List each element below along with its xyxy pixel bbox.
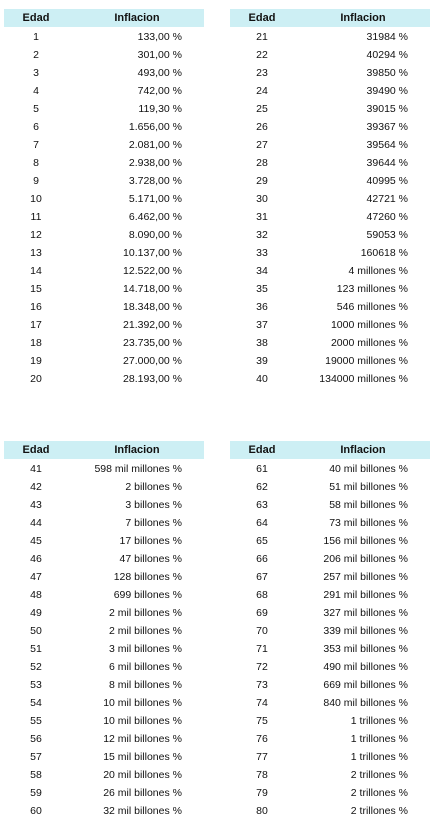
inflation-cell: 156 mil billones % (323, 535, 408, 547)
table-row (230, 748, 430, 766)
table-row (4, 136, 204, 154)
table-row (4, 154, 204, 172)
age-cell: 57 (30, 751, 42, 763)
table-row (4, 118, 204, 136)
age-cell: 15 (30, 283, 42, 295)
table-row (4, 694, 204, 712)
inflation-cell: 2 mil billones % (109, 607, 182, 619)
age-cell: 40 (256, 373, 268, 385)
table-row (4, 100, 204, 118)
inflation-cell: 490 mil billones % (323, 661, 408, 673)
inflation-cell: 2 billones % (125, 481, 182, 493)
table-row (4, 460, 204, 478)
age-cell: 51 (30, 643, 42, 655)
age-cell: 10 (30, 193, 42, 205)
inflation-cell: 15 mil billones % (103, 751, 182, 763)
inflation-cell: 4 millones % (348, 265, 408, 277)
table-row (230, 802, 430, 820)
age-cell: 46 (30, 553, 42, 565)
table-row (4, 676, 204, 694)
age-cell: 4 (33, 85, 39, 97)
table-row (230, 82, 430, 100)
age-cell: 27 (256, 139, 268, 151)
age-cell: 60 (30, 805, 42, 817)
table-row (230, 46, 430, 64)
inflation-cell: 39564 % (366, 139, 408, 151)
table-body (230, 459, 430, 820)
inflation-cell: 339 mil billones % (323, 625, 408, 637)
table-row (4, 568, 204, 586)
inflation-cell: 40 mil billones % (329, 463, 408, 475)
table-row (230, 568, 430, 586)
age-cell: 2 (33, 49, 39, 61)
table-row (230, 730, 430, 748)
inflation-cell: 8 mil billones % (109, 679, 182, 691)
table-row (4, 496, 204, 514)
inflation-cell: 134000 millones % (319, 373, 408, 385)
header-age: Edad (22, 444, 50, 456)
inflation-cell: 3 billones % (125, 499, 182, 511)
table-row (230, 136, 430, 154)
inflation-cell: 42721 % (366, 193, 408, 205)
age-cell: 38 (256, 337, 268, 349)
inflation-cell: 1.656,00 % (128, 121, 182, 133)
table-header (230, 9, 430, 27)
table-row (4, 316, 204, 334)
table-row (230, 712, 430, 730)
age-cell: 79 (256, 787, 268, 799)
inflation-cell: 31984 % (366, 31, 408, 43)
table-row (230, 64, 430, 82)
header-inflation: Inflacion (340, 12, 386, 24)
table-row (230, 298, 430, 316)
table-row (4, 550, 204, 568)
table-row (4, 784, 204, 802)
table-row (230, 694, 430, 712)
inflation-cell: 39490 % (366, 85, 408, 97)
table-row (4, 370, 204, 388)
age-cell: 36 (256, 301, 268, 313)
age-cell: 31 (256, 211, 268, 223)
inflation-cell: 14.718,00 % (123, 283, 182, 295)
age-cell: 28 (256, 157, 268, 169)
inflation-cell: 699 billones % (113, 589, 182, 601)
table-row (4, 640, 204, 658)
table-row (230, 244, 430, 262)
table-row (230, 190, 430, 208)
inflation-cell: 206 mil billones % (323, 553, 408, 565)
age-cell: 67 (256, 571, 268, 583)
table-row (4, 730, 204, 748)
inflation-cell: 2.081,00 % (128, 139, 182, 151)
table-row (4, 748, 204, 766)
age-cell: 73 (256, 679, 268, 691)
inflation-cell: 128 billones % (113, 571, 182, 583)
table-row (230, 316, 430, 334)
table-header (4, 441, 204, 459)
table-header (4, 9, 204, 27)
age-cell: 37 (256, 319, 268, 331)
table-row (4, 226, 204, 244)
header-inflation: Inflacion (114, 444, 160, 456)
table-row (230, 676, 430, 694)
age-cell: 16 (30, 301, 42, 313)
age-cell: 8 (33, 157, 39, 169)
age-cell: 43 (30, 499, 42, 511)
table-row (230, 334, 430, 352)
age-cell: 49 (30, 607, 42, 619)
table-row (230, 514, 430, 532)
table-row (4, 298, 204, 316)
table-row (4, 64, 204, 82)
header-inflation: Inflacion (340, 444, 386, 456)
table-row (230, 604, 430, 622)
inflation-cell: 1 trillones % (350, 715, 408, 727)
inflation-cell: 18.348,00 % (123, 301, 182, 313)
age-cell: 33 (256, 247, 268, 259)
inflation-table-ages-61-80 (230, 441, 430, 820)
inflation-cell: 2 mil billones % (109, 625, 182, 637)
age-cell: 5 (33, 103, 39, 115)
table-row (230, 208, 430, 226)
age-cell: 53 (30, 679, 42, 691)
inflation-cell: 160618 % (360, 247, 408, 259)
age-cell: 44 (30, 517, 42, 529)
table-row (4, 514, 204, 532)
table-row (4, 190, 204, 208)
age-cell: 29 (256, 175, 268, 187)
inflation-cell: 546 millones % (336, 301, 408, 313)
inflation-cell: 59053 % (366, 229, 408, 241)
table-row (4, 352, 204, 370)
inflation-cell: 291 mil billones % (323, 589, 408, 601)
inflation-cell: 6 mil billones % (109, 661, 182, 673)
age-cell: 52 (30, 661, 42, 673)
table-row (230, 784, 430, 802)
inflation-cell: 40995 % (366, 175, 408, 187)
inflation-cell: 3.728,00 % (128, 175, 182, 187)
age-cell: 21 (256, 31, 268, 43)
age-cell: 71 (256, 643, 268, 655)
table-row (230, 478, 430, 496)
table-row (230, 28, 430, 46)
age-cell: 19 (30, 355, 42, 367)
inflation-cell: 73 mil billones % (329, 517, 408, 529)
table-row (4, 712, 204, 730)
table-row (4, 658, 204, 676)
header-age: Edad (22, 12, 50, 24)
table-row (4, 478, 204, 496)
table-row (4, 586, 204, 604)
table-body (230, 27, 430, 388)
inflation-cell: 2 trillones % (350, 805, 408, 817)
table-row (230, 658, 430, 676)
inflation-cell: 39850 % (366, 67, 408, 79)
inflation-cell: 40294 % (366, 49, 408, 61)
age-cell: 3 (33, 67, 39, 79)
age-cell: 80 (256, 805, 268, 817)
table-row (230, 226, 430, 244)
age-cell: 14 (30, 265, 42, 277)
table-row (230, 280, 430, 298)
age-cell: 7 (33, 139, 39, 151)
inflation-table-ages-1-20 (4, 9, 204, 388)
age-cell: 59 (30, 787, 42, 799)
age-cell: 41 (30, 463, 42, 475)
inflation-cell: 598 mil millones % (94, 463, 182, 475)
inflation-cell: 1 trillones % (350, 733, 408, 745)
age-cell: 61 (256, 463, 268, 475)
header-inflation: Inflacion (114, 12, 160, 24)
age-cell: 69 (256, 607, 268, 619)
table-body (4, 459, 204, 820)
inflation-cell: 2 trillones % (350, 769, 408, 781)
inflation-cell: 10 mil billones % (103, 715, 182, 727)
table-row (230, 640, 430, 658)
inflation-cell: 51 mil billones % (329, 481, 408, 493)
table-row (230, 586, 430, 604)
age-cell: 22 (256, 49, 268, 61)
inflation-cell: 840 mil billones % (323, 697, 408, 709)
header-age: Edad (248, 444, 276, 456)
age-cell: 23 (256, 67, 268, 79)
table-row (4, 280, 204, 298)
age-cell: 65 (256, 535, 268, 547)
inflation-cell: 10.137,00 % (123, 247, 182, 259)
age-cell: 12 (30, 229, 42, 241)
table-row (230, 262, 430, 280)
inflation-cell: 6.462,00 % (128, 211, 182, 223)
age-cell: 17 (30, 319, 42, 331)
age-cell: 1 (33, 31, 39, 43)
age-cell: 26 (256, 121, 268, 133)
inflation-cell: 19000 millones % (325, 355, 408, 367)
inflation-cell: 20 mil billones % (103, 769, 182, 781)
table-row (4, 802, 204, 820)
inflation-cell: 23.735,00 % (123, 337, 182, 349)
age-cell: 72 (256, 661, 268, 673)
age-cell: 13 (30, 247, 42, 259)
inflation-cell: 301,00 % (137, 49, 182, 61)
age-cell: 25 (256, 103, 268, 115)
inflation-cell: 10 mil billones % (103, 697, 182, 709)
table-row (230, 172, 430, 190)
inflation-cell: 12.522,00 % (123, 265, 182, 277)
inflation-cell: 1000 millones % (330, 319, 408, 331)
age-cell: 56 (30, 733, 42, 745)
inflation-cell: 12 mil billones % (103, 733, 182, 745)
header-age: Edad (248, 12, 276, 24)
table-row (230, 460, 430, 478)
inflation-cell: 28.193,00 % (123, 373, 182, 385)
inflation-cell: 47260 % (366, 211, 408, 223)
inflation-cell: 39367 % (366, 121, 408, 133)
inflation-cell: 2000 millones % (330, 337, 408, 349)
table-row (4, 622, 204, 640)
age-cell: 47 (30, 571, 42, 583)
age-cell: 39 (256, 355, 268, 367)
age-cell: 66 (256, 553, 268, 565)
table-row (230, 370, 430, 388)
age-cell: 48 (30, 589, 42, 601)
inflation-cell: 133,00 % (137, 31, 182, 43)
age-cell: 6 (33, 121, 39, 133)
age-cell: 32 (256, 229, 268, 241)
age-cell: 35 (256, 283, 268, 295)
age-cell: 34 (256, 265, 268, 277)
table-row (4, 172, 204, 190)
table-row (230, 766, 430, 784)
inflation-cell: 32 mil billones % (103, 805, 182, 817)
age-cell: 11 (30, 211, 42, 223)
inflation-cell: 27.000,00 % (123, 355, 182, 367)
table-row (4, 28, 204, 46)
age-cell: 68 (256, 589, 268, 601)
inflation-cell: 2 trillones % (350, 787, 408, 799)
inflation-cell: 58 mil billones % (329, 499, 408, 511)
age-cell: 76 (256, 733, 268, 745)
inflation-cell: 353 mil billones % (323, 643, 408, 655)
table-row (230, 550, 430, 568)
inflation-cell: 3 mil billones % (109, 643, 182, 655)
inflation-cell: 39015 % (366, 103, 408, 115)
age-cell: 20 (30, 373, 42, 385)
table-row (4, 766, 204, 784)
inflation-cell: 669 mil billones % (323, 679, 408, 691)
inflation-table-ages-21-40 (230, 9, 430, 388)
age-cell: 9 (33, 175, 39, 187)
inflation-table-ages-41-60 (4, 441, 204, 820)
age-cell: 30 (256, 193, 268, 205)
age-cell: 70 (256, 625, 268, 637)
age-cell: 42 (30, 481, 42, 493)
table-row (230, 532, 430, 550)
age-cell: 64 (256, 517, 268, 529)
table-row (4, 532, 204, 550)
table-row (4, 208, 204, 226)
inflation-cell: 2.938,00 % (128, 157, 182, 169)
age-cell: 78 (256, 769, 268, 781)
age-cell: 63 (256, 499, 268, 511)
inflation-cell: 7 billones % (125, 517, 182, 529)
table-row (4, 334, 204, 352)
inflation-cell: 123 millones % (336, 283, 408, 295)
inflation-cell: 47 billones % (119, 553, 182, 565)
age-cell: 58 (30, 769, 42, 781)
inflation-cell: 26 mil billones % (103, 787, 182, 799)
age-cell: 50 (30, 625, 42, 637)
table-row (230, 100, 430, 118)
inflation-cell: 742,00 % (137, 85, 182, 97)
table-row (230, 496, 430, 514)
age-cell: 75 (256, 715, 268, 727)
age-cell: 77 (256, 751, 268, 763)
table-row (4, 244, 204, 262)
inflation-cell: 17 billones % (119, 535, 182, 547)
age-cell: 24 (256, 85, 268, 97)
inflation-cell: 21.392,00 % (123, 319, 182, 331)
table-row (4, 604, 204, 622)
age-cell: 18 (30, 337, 42, 349)
table-row (4, 46, 204, 64)
inflation-cell: 39644 % (366, 157, 408, 169)
table-row (230, 352, 430, 370)
age-cell: 74 (256, 697, 268, 709)
table-row (230, 154, 430, 172)
table-row (230, 118, 430, 136)
age-cell: 54 (30, 697, 42, 709)
table-body (4, 27, 204, 388)
age-cell: 45 (30, 535, 42, 547)
inflation-cell: 493,00 % (137, 67, 182, 79)
age-cell: 62 (256, 481, 268, 493)
inflation-cell: 5.171,00 % (128, 193, 182, 205)
inflation-cell: 257 mil billones % (323, 571, 408, 583)
inflation-cell: 119,30 % (138, 103, 182, 115)
table-header (230, 441, 430, 459)
table-row (4, 82, 204, 100)
inflation-cell: 327 mil billones % (323, 607, 408, 619)
inflation-cell: 1 trillones % (350, 751, 408, 763)
table-row (230, 622, 430, 640)
inflation-cell: 8.090,00 % (128, 229, 182, 241)
age-cell: 55 (30, 715, 42, 727)
table-row (4, 262, 204, 280)
